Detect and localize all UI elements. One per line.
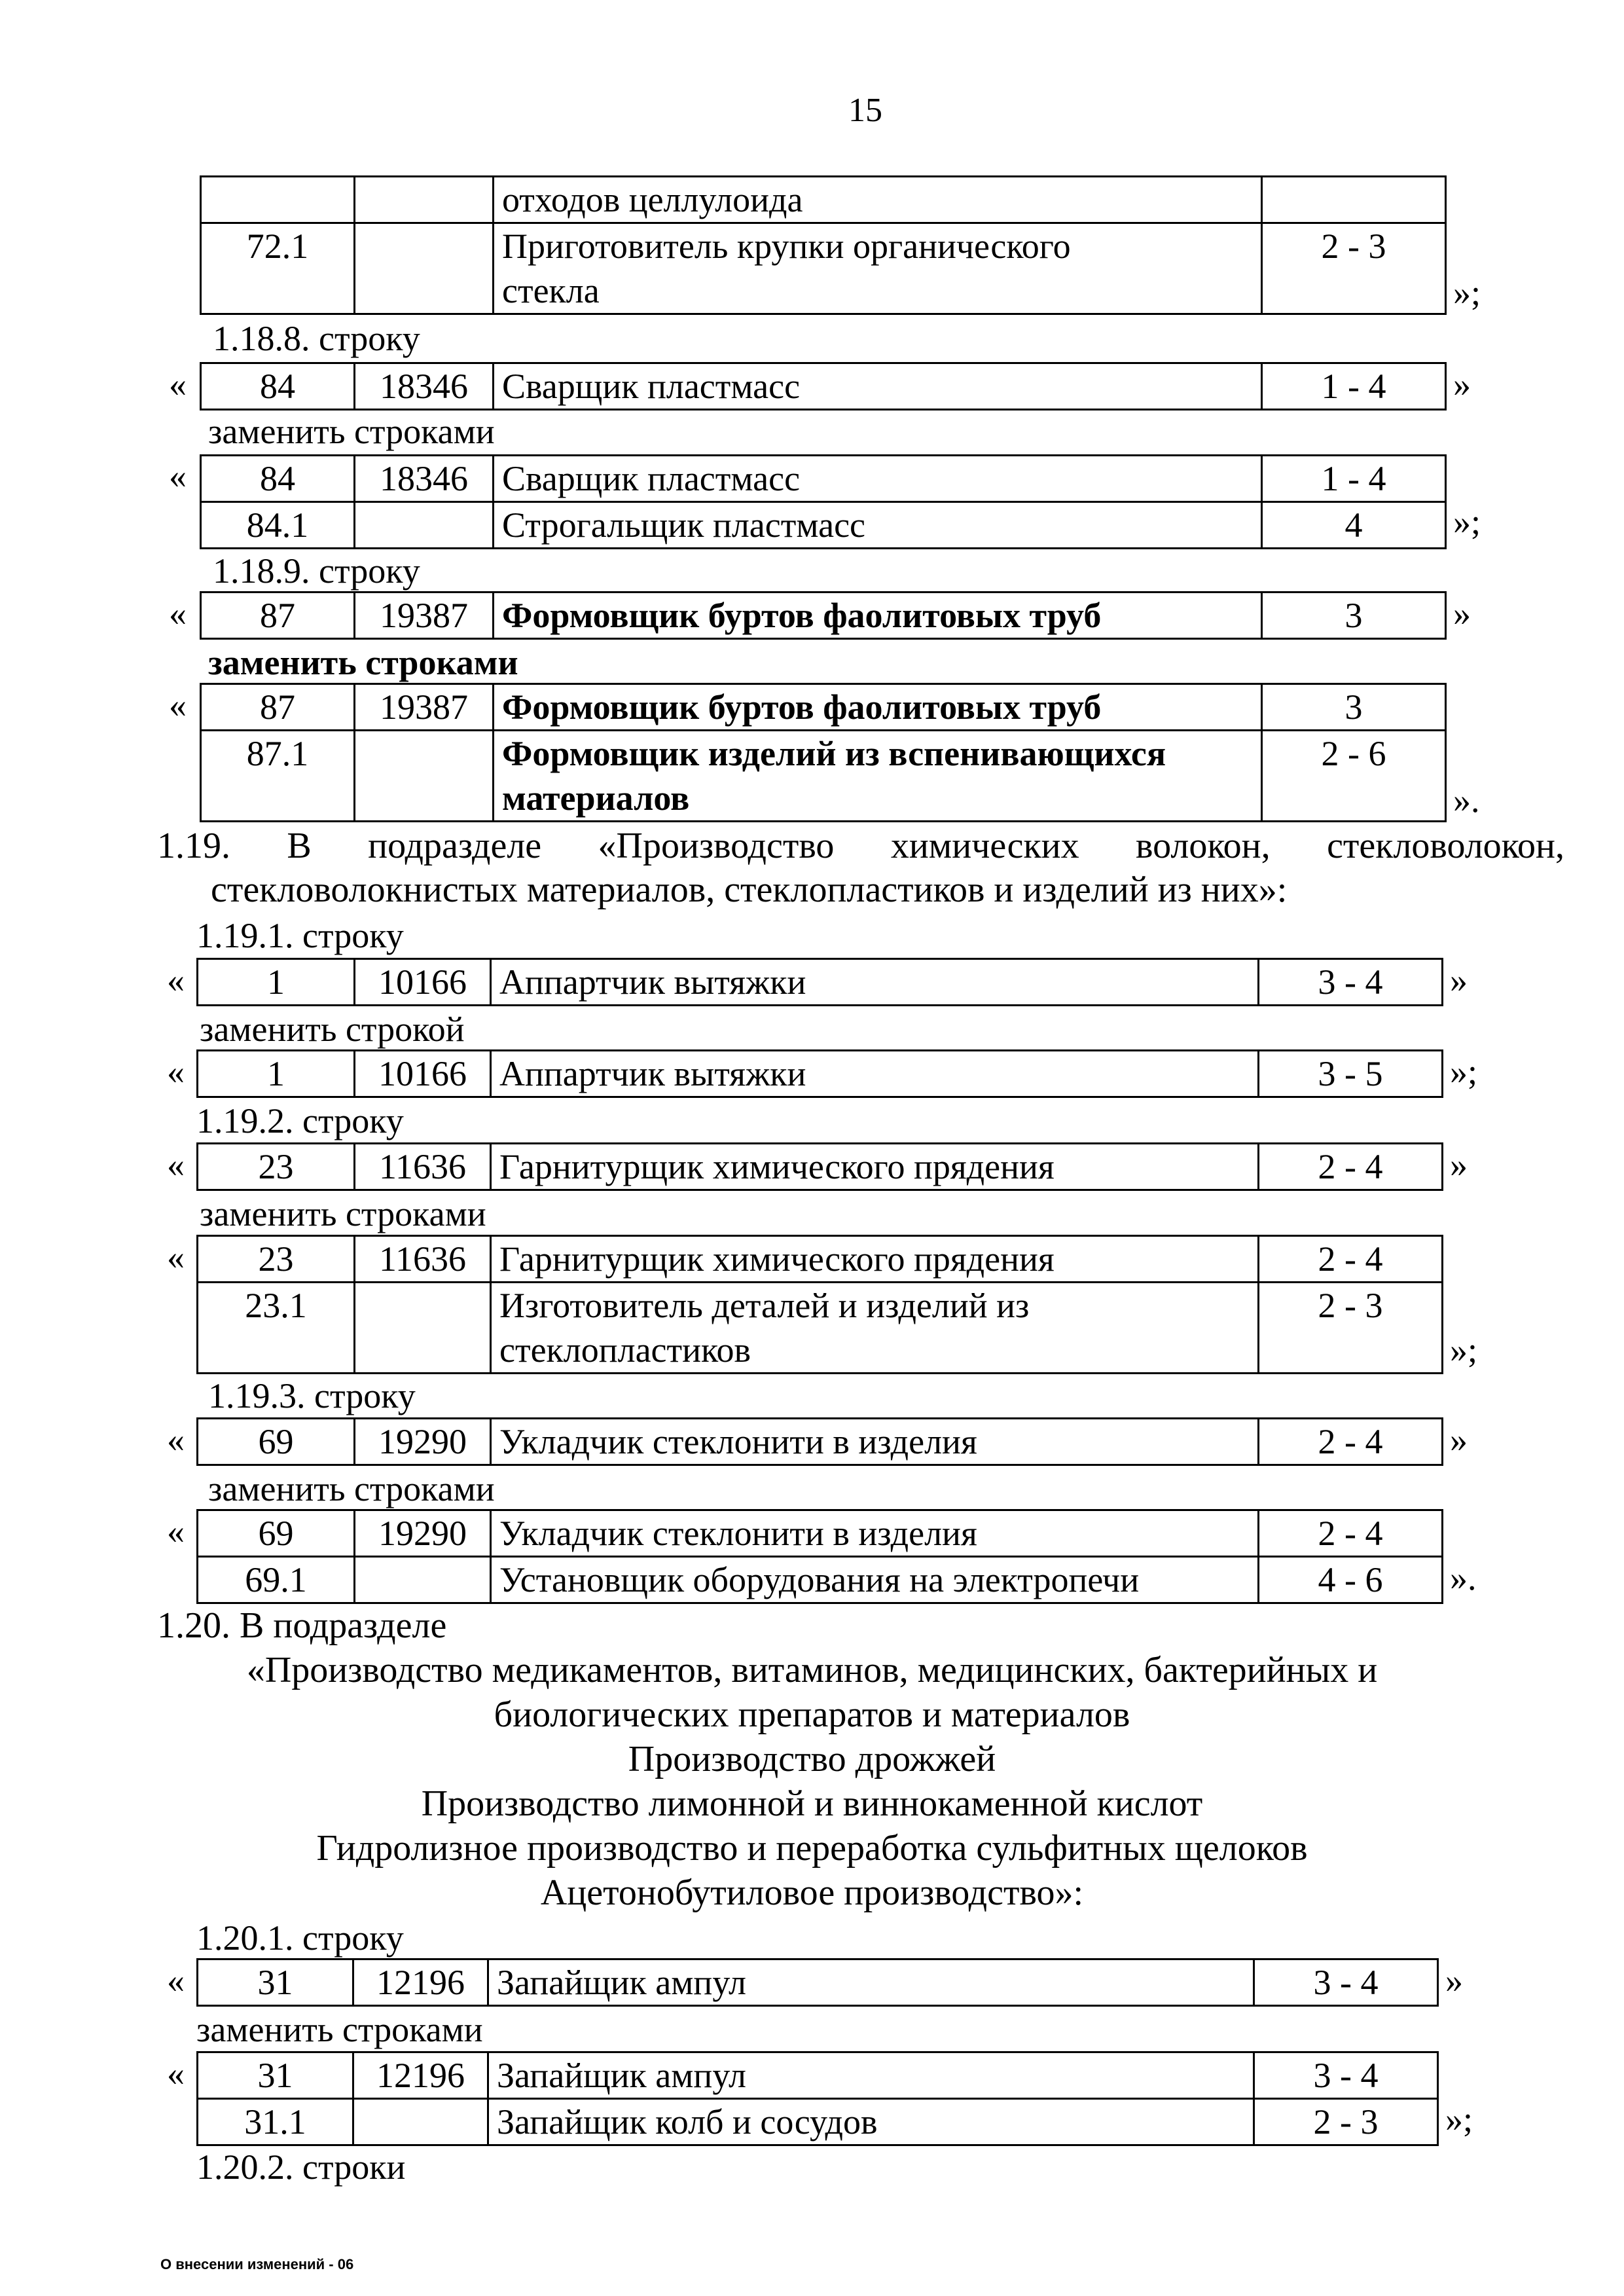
cell-grade: 3 - 4 xyxy=(1254,1959,1438,2006)
clause-1-19-1: 1.19.1. строку xyxy=(196,916,404,955)
section-title-line: Производство лимонной и виннокаменной кислот xyxy=(421,1783,1203,1824)
table-row xyxy=(201,177,1446,223)
table-1-19-3-new xyxy=(196,1509,1443,1604)
cell-grade: 2 - 6 xyxy=(1262,731,1446,822)
table-row xyxy=(201,223,1446,314)
cell-profession: Укладчик стеклонити в изделия xyxy=(491,1419,1259,1465)
cell-code: 19387 xyxy=(355,592,494,639)
cell-profession: Формовщик буртов фаолитовых труб xyxy=(494,592,1262,639)
cell-number: 87 xyxy=(201,684,355,731)
table-1-19-2-new xyxy=(196,1235,1443,1374)
cell-number: 1 xyxy=(198,959,355,1006)
cell-profession: Гарнитурщик химического прядения xyxy=(491,1144,1259,1190)
cell-number: 31 xyxy=(198,1959,353,2006)
replace-label: заменить строкой xyxy=(200,1010,465,1049)
cell-code: 19290 xyxy=(355,1510,491,1557)
cell-number: 31 xyxy=(198,2052,353,2099)
cell-number: 84.1 xyxy=(201,502,355,549)
word: химических xyxy=(890,826,1079,866)
clause-1-18-9: 1.18.9. строку xyxy=(213,551,420,591)
table-1-18-9-old xyxy=(200,591,1447,640)
cell-number: 87 xyxy=(201,592,355,639)
table-row xyxy=(201,592,1446,639)
word: 1.19. xyxy=(157,826,230,866)
cell-profession: Установщик оборудования на электропечи xyxy=(491,1557,1259,1603)
table-row xyxy=(201,456,1446,502)
cell-number: 1 xyxy=(198,1051,355,1097)
table-1-18-9-new xyxy=(200,683,1447,822)
cell-number: 23 xyxy=(198,1236,355,1283)
cell-profession: Сварщик пластмасс xyxy=(494,363,1262,410)
table-row xyxy=(201,363,1446,410)
cell-number: 23 xyxy=(198,1144,355,1190)
quote-close: » xyxy=(1445,1961,1463,2000)
quote-close: ». xyxy=(1450,1558,1477,1597)
cell-number: 31.1 xyxy=(198,2099,353,2145)
table-row xyxy=(198,1510,1443,1557)
cell-grade: 2 - 3 xyxy=(1254,2099,1438,2145)
quote-open: « xyxy=(169,685,187,725)
cell-number xyxy=(201,177,355,223)
quote-close: » xyxy=(1450,960,1468,1000)
clause-1-20-1: 1.20.1. строку xyxy=(196,1918,404,1958)
cell-grade: 3 - 4 xyxy=(1254,2052,1438,2099)
cell-code: 12196 xyxy=(353,2052,488,2099)
paragraph-1-19-line2: стекловолокнистых материалов, стеклопластиков и изделий из них»: xyxy=(211,869,1288,910)
table-row xyxy=(201,684,1446,731)
table-row xyxy=(201,731,1446,822)
quote-close: »; xyxy=(1453,273,1481,312)
section-title-line: «Производство медикаментов, витаминов, медицинских, бактерийных и xyxy=(246,1650,1378,1690)
table-1-20-1-new xyxy=(196,2051,1439,2146)
cell-number: 69.1 xyxy=(198,1557,355,1603)
cell-number: 84 xyxy=(201,363,355,410)
cell-code xyxy=(355,177,494,223)
cell-profession: Сварщик пластмасс xyxy=(494,456,1262,502)
word: стекловолокон, xyxy=(1327,826,1564,866)
table-row xyxy=(198,1236,1443,1283)
cell-code xyxy=(355,1283,491,1374)
cell-code: 10166 xyxy=(355,1051,491,1097)
cell-code: 11636 xyxy=(355,1236,491,1283)
cell-code xyxy=(355,223,494,314)
cell-code: 18346 xyxy=(355,456,494,502)
cell-grade: 4 xyxy=(1262,502,1446,549)
cell-number: 69 xyxy=(198,1419,355,1465)
cell-grade: 3 xyxy=(1262,684,1446,731)
cell-profession: Строгальщик пластмасс xyxy=(494,502,1262,549)
section-title-line: Гидролизное производство и переработка сульфитных щелоков xyxy=(316,1828,1308,1868)
table-continuation xyxy=(200,175,1447,315)
cell-code xyxy=(353,2099,488,2145)
cell-profession: Укладчик стеклонити в изделия xyxy=(491,1510,1259,1557)
cell-number: 69 xyxy=(198,1510,355,1557)
quote-open: « xyxy=(167,2054,185,2093)
quote-open: « xyxy=(169,456,187,496)
cell-grade: 2 - 4 xyxy=(1259,1144,1443,1190)
table-row xyxy=(198,1283,1443,1374)
cell-grade: 2 - 3 xyxy=(1259,1283,1443,1374)
section-title-line: Производство дрожжей xyxy=(628,1739,996,1779)
replace-label: заменить строками xyxy=(196,2010,483,2049)
cell-number: 84 xyxy=(201,456,355,502)
table-row xyxy=(198,1557,1443,1603)
table-1-18-8-new xyxy=(200,454,1447,549)
cell-code: 10166 xyxy=(355,959,491,1006)
cell-number: 72.1 xyxy=(201,223,355,314)
table-1-19-3-old xyxy=(196,1417,1443,1466)
cell-grade: 2 - 4 xyxy=(1259,1236,1443,1283)
cell-number: 23.1 xyxy=(198,1283,355,1374)
table-1-19-1-old xyxy=(196,958,1443,1006)
cell-code: 19290 xyxy=(355,1419,491,1465)
table-row xyxy=(198,1144,1443,1190)
table-row xyxy=(201,502,1446,549)
table-row xyxy=(198,2099,1438,2145)
quote-close: »; xyxy=(1450,1330,1478,1370)
cell-profession: Запайщик ампул xyxy=(488,2052,1254,2099)
table-row xyxy=(198,1959,1438,2006)
cell-profession: Аппартчик вытяжки xyxy=(491,1051,1259,1097)
replace-label: заменить строками xyxy=(208,643,518,682)
replace-label: заменить строками xyxy=(208,412,495,451)
word: «Производство xyxy=(598,826,835,866)
cell-profession: Аппартчик вытяжки xyxy=(491,959,1259,1006)
cell-profession: отходов целлулоида xyxy=(494,177,1262,223)
quote-close: ». xyxy=(1453,780,1480,820)
word: волокон, xyxy=(1136,826,1271,866)
quote-close: » xyxy=(1453,365,1471,404)
cell-code xyxy=(355,502,494,549)
quote-open: « xyxy=(167,1145,185,1184)
cell-code: 12196 xyxy=(353,1959,488,2006)
table-row xyxy=(198,1419,1443,1465)
cell-code: 19387 xyxy=(355,684,494,731)
quote-open: « xyxy=(167,1052,185,1091)
table-row xyxy=(198,2052,1438,2099)
section-title-line: биологических препаратов и материалов xyxy=(494,1694,1130,1735)
clause-1-18-8: 1.18.8. строку xyxy=(213,319,420,358)
quote-open: « xyxy=(167,1961,185,2000)
quote-open: « xyxy=(167,960,185,1000)
clause-1-19-3: 1.19.3. строку xyxy=(208,1376,416,1415)
footer-doc-id: О внесении изменений - 06 xyxy=(160,2256,354,2272)
cell-grade: 3 - 4 xyxy=(1259,959,1443,1006)
table-1-20-1-old xyxy=(196,1958,1439,2007)
cell-profession: Запайщик ампул xyxy=(488,1959,1254,2006)
clause-1-20: 1.20. В подразделе xyxy=(157,1605,447,1646)
quote-open: « xyxy=(167,1237,185,1277)
section-title-line: Ацетонобутиловое производство»: xyxy=(540,1872,1084,1913)
cell-profession: Формовщик изделий из вспенивающихся материалов xyxy=(494,731,1262,822)
cell-profession: Гарнитурщик химического прядения xyxy=(491,1236,1259,1283)
cell-profession: Приготовитель крупки органического стекла xyxy=(494,223,1262,314)
table-1-19-2-old xyxy=(196,1142,1443,1191)
quote-open: « xyxy=(167,1512,185,1551)
quote-close: »; xyxy=(1445,2100,1473,2139)
cell-grade xyxy=(1262,177,1446,223)
cell-code: 11636 xyxy=(355,1144,491,1190)
paragraph-1-19-line1 xyxy=(157,824,1564,868)
table-row xyxy=(198,1051,1443,1097)
table-1-19-1-new xyxy=(196,1049,1443,1098)
cell-profession: Запайщик колб и сосудов xyxy=(488,2099,1254,2145)
clause-1-19-2: 1.19.2. строку xyxy=(196,1101,404,1140)
quote-open: « xyxy=(167,1420,185,1459)
quote-close: » xyxy=(1453,594,1471,633)
cell-grade: 3 - 5 xyxy=(1259,1051,1443,1097)
table-row xyxy=(198,959,1443,1006)
cell-profession: Изготовитель деталей и изделий из стеклопластиков xyxy=(491,1283,1259,1374)
cell-grade: 2 - 4 xyxy=(1259,1419,1443,1465)
cell-grade: 3 xyxy=(1262,592,1446,639)
cell-grade: 2 - 3 xyxy=(1262,223,1446,314)
quote-close: » xyxy=(1450,1420,1468,1459)
replace-label: заменить строками xyxy=(208,1469,495,1508)
cell-number: 87.1 xyxy=(201,731,355,822)
quote-close: »; xyxy=(1453,502,1481,541)
cell-code xyxy=(355,731,494,822)
cell-grade: 1 - 4 xyxy=(1262,456,1446,502)
quote-open: « xyxy=(169,594,187,633)
clause-1-20-2: 1.20.2. строки xyxy=(196,2147,406,2187)
quote-close: » xyxy=(1450,1145,1468,1184)
table-1-18-8-old xyxy=(200,362,1447,410)
quote-open: « xyxy=(169,365,187,404)
cell-profession: Формовщик буртов фаолитовых труб xyxy=(494,684,1262,731)
cell-grade: 4 - 6 xyxy=(1259,1557,1443,1603)
cell-code xyxy=(355,1557,491,1603)
word: подразделе xyxy=(368,826,542,866)
cell-code: 18346 xyxy=(355,363,494,410)
cell-grade: 1 - 4 xyxy=(1262,363,1446,410)
replace-label: заменить строками xyxy=(200,1194,486,1233)
page-number: 15 xyxy=(848,92,882,129)
quote-close: »; xyxy=(1450,1052,1478,1091)
word: В xyxy=(287,826,312,866)
cell-grade: 2 - 4 xyxy=(1259,1510,1443,1557)
